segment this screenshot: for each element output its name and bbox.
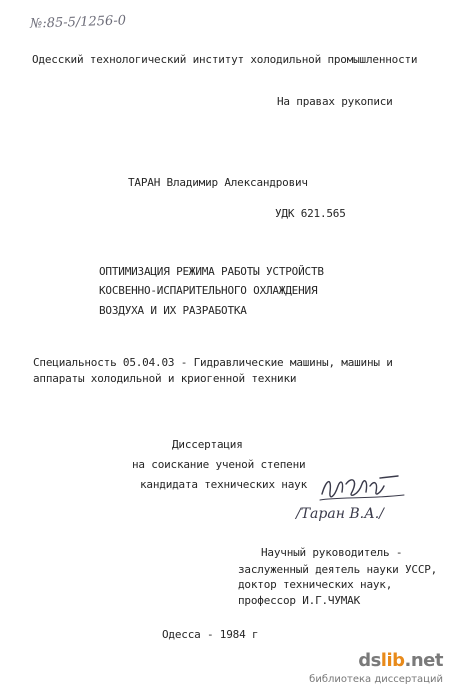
supervisor-line-3: доктор технических наук, <box>238 578 393 591</box>
watermark-brand-text: dslib.net <box>358 650 443 671</box>
thesis-title-line-1: ОПТИМИЗАЦИЯ РЕЖИМА РАБОТЫ УСТРОЙСТВ <box>99 265 324 278</box>
manuscript-rights-note: На правах рукописи <box>277 95 393 108</box>
thesis-title-line-2: КОСВЕННО-ИСПАРИТЕЛЬНОГО ОХЛАЖДЕНИЯ <box>99 284 318 297</box>
author-name: ТАРАН Владимир Александрович <box>128 176 308 189</box>
institute-name: Одесский технологический институт холодильной промышленности <box>32 53 418 66</box>
specialty-line-2: аппараты холодильной и криогенной техники <box>33 372 297 385</box>
supervisor-line-4: профессор И.Г.ЧУМАК <box>238 594 361 607</box>
signature-name-handwritten: /Таран В.А./ <box>296 506 384 522</box>
dslib-watermark-logo <box>309 650 445 690</box>
handwritten-signature <box>318 470 408 506</box>
supervisor-line-1: Научный руководитель - <box>261 546 403 559</box>
watermark-caption: библиотека диссертаций <box>309 674 443 685</box>
supervisor-line-2: заслуженный деятель науки УССР, <box>238 563 438 576</box>
dissertation-label: Диссертация <box>172 438 243 451</box>
thesis-title-line-3: ВОЗДУХА И ИХ РАЗРАБОТКА <box>99 304 247 317</box>
handwritten-registration-number: №:85-5/1256-0 <box>29 13 127 32</box>
specialty-line-1: Специальность 05.04.03 - Гидравлические машины, машины и <box>33 356 393 369</box>
city-and-year: Одесса - 1984 г <box>162 628 259 641</box>
watermark-brand <box>358 650 443 671</box>
udc-code: УДК 621.565 <box>275 207 346 220</box>
degree-line-2: кандидата технических наук <box>140 478 307 491</box>
degree-line-1: на соискание ученой степени <box>132 458 306 471</box>
